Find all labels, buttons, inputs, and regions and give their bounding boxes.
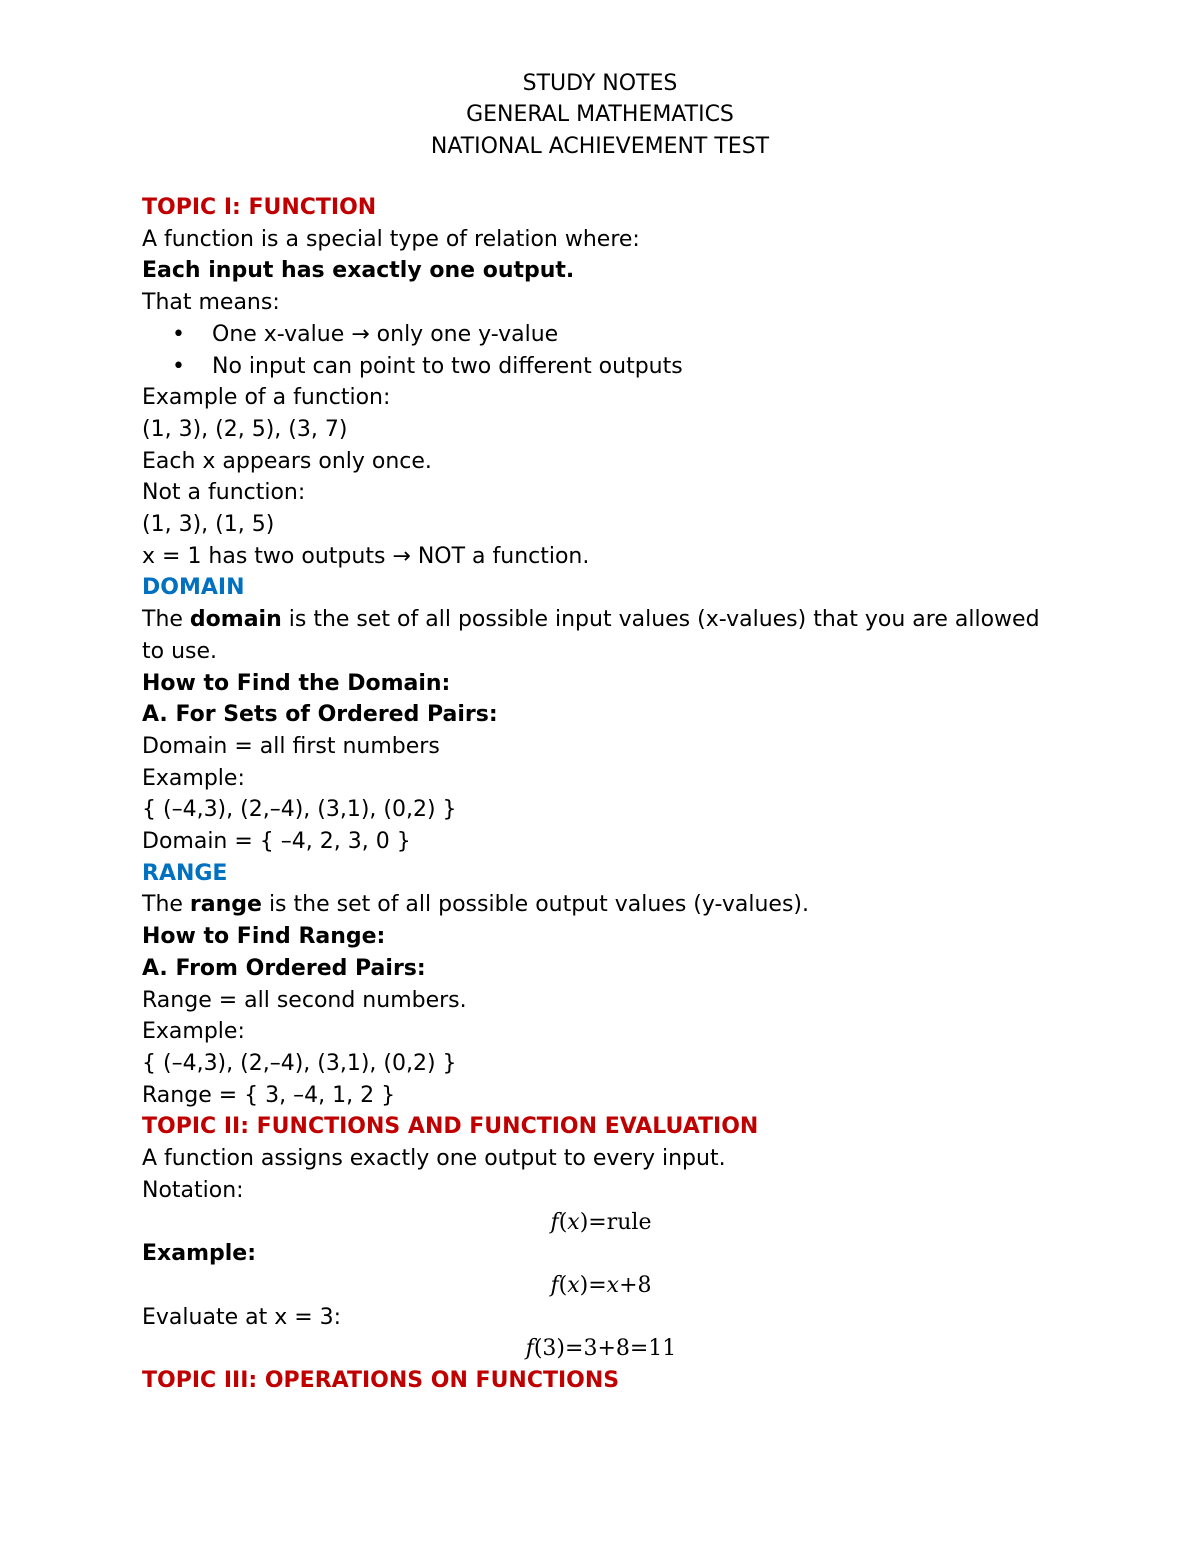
notation-equation [142, 1207, 1060, 1239]
topic-2-intro: A function assigns exactly one output to every input. [142, 1146, 726, 1172]
eq-x: x [567, 1272, 580, 1298]
domain-result: Domain = { –4, 2, 3, 0 } [142, 829, 411, 855]
topic-3-heading: TOPIC III: OPERATIONS ON FUNCTIONS [142, 1368, 620, 1394]
bullet-icon: • [172, 321, 185, 347]
domain-term: domain [189, 607, 282, 633]
eq-rest: +8 [619, 1272, 652, 1298]
domain-example-set: { (–4,3), (2,–4), (3,1), (0,2) } [142, 797, 457, 823]
range-result: Range = { 3, –4, 1, 2 } [142, 1082, 396, 1108]
domain-def-pre: The [142, 607, 190, 633]
range-definition [142, 889, 1042, 921]
eq-rest: )=rule [579, 1209, 652, 1235]
range-example-set: { (–4,3), (2,–4), (3,1), (0,2) } [142, 1050, 457, 1076]
eq-paren: ( [558, 1272, 568, 1298]
document-body [142, 192, 1042, 1397]
range-subheading-a: A. From Ordered Pairs: [142, 955, 426, 981]
domain-rule: Domain = all first numbers [142, 733, 440, 759]
bullet-text: No input can point to two different outputs [212, 353, 683, 379]
header-line-3: NATIONAL ACHIEVEMENT TEST [430, 133, 770, 159]
range-rule: Range = all second numbers. [142, 987, 467, 1013]
bullet-icon: • [172, 353, 185, 379]
range-example-label: Example: [142, 1019, 245, 1045]
bullet-item [142, 319, 1042, 351]
bullet-text: One x-value → only one y-value [212, 321, 559, 347]
eq-f: f [550, 1272, 559, 1298]
domain-definition [142, 604, 1042, 667]
that-means-label: That means: [142, 290, 280, 316]
range-how-heading: How to Find Range: [142, 924, 386, 950]
example-function-pairs: (1, 3), (2, 5), (3, 7) [142, 416, 348, 442]
domain-heading: DOMAIN [142, 575, 245, 601]
eq-x2: x [606, 1272, 620, 1298]
eq-paren: ( [558, 1209, 568, 1235]
example-equation [142, 1270, 1060, 1302]
eq-f: f [525, 1336, 534, 1362]
eq-f: f [550, 1209, 559, 1235]
function-intro: A function is a special type of relation where: [142, 226, 640, 252]
range-def-pre: The [142, 892, 190, 918]
not-function-label: Not a function: [142, 480, 306, 506]
range-term: range [189, 892, 262, 918]
eq-rest: (3)=3+8=11 [533, 1336, 677, 1362]
eq-x: x [567, 1209, 580, 1235]
example-function-note: Each x appears only once. [142, 448, 432, 474]
range-heading: RANGE [142, 860, 228, 886]
domain-subheading-a: A. For Sets of Ordered Pairs: [142, 702, 498, 728]
topic-1-heading: TOPIC I: FUNCTION [142, 195, 377, 220]
bullet-item [142, 351, 1042, 383]
header-line-1: STUDY NOTES [522, 71, 678, 96]
header-line-2: GENERAL MATHEMATICS [466, 102, 734, 128]
eq-mid: )= [579, 1272, 607, 1298]
notation-label: Notation: [142, 1177, 244, 1203]
example-function-label: Example of a function: [142, 385, 391, 411]
range-def-post: is the set of all possible output values (y-values). [261, 892, 809, 918]
evaluation-equation [142, 1333, 1060, 1365]
document-header [0, 68, 1200, 162]
domain-example-label: Example: [142, 765, 245, 791]
example-label: Example: [142, 1241, 256, 1267]
not-function-note: x = 1 has two outputs → NOT a function. [142, 543, 590, 569]
not-function-pairs: (1, 3), (1, 5) [142, 512, 275, 538]
topic-2-heading: TOPIC II: FUNCTIONS AND FUNCTION EVALUATION [142, 1114, 759, 1140]
domain-how-heading: How to Find the Domain: [142, 670, 451, 696]
domain-def-post: is the set of all possible input values (x-values) that you are allowed to use. [142, 607, 1040, 664]
function-rule: Each input has exactly one output. [142, 258, 575, 284]
evaluate-label: Evaluate at x = 3: [142, 1304, 342, 1330]
